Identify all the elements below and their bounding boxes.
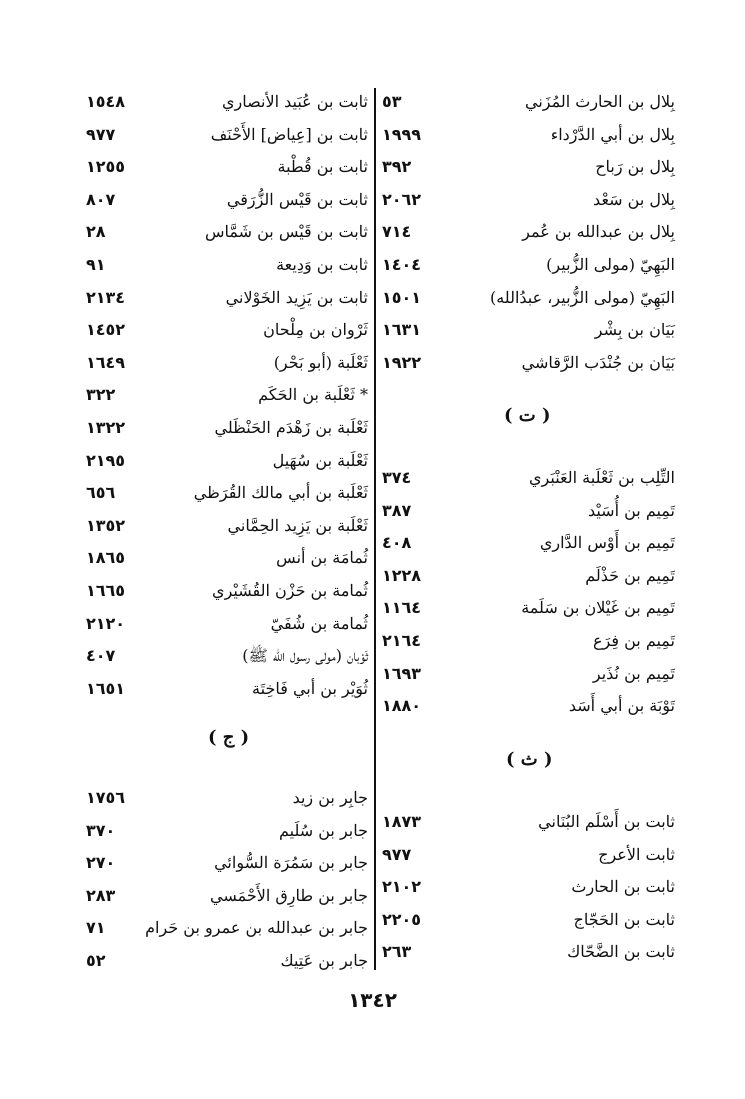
entry-number: ١٨٧٣ [382,812,422,831]
entry-name: ثُمامة بن حَزْن القُشَيْري [212,580,368,600]
index-entry [86,479,368,512]
entry-number: ٩٧٧ [382,844,412,864]
entry-name: ثَعْلَبة (أبو بَحْر) [273,352,368,372]
entry-name: البَهِيّ (مولى الزُّبير، عبدُالله) [489,287,675,307]
page-number: ١٣٤٢ [348,988,397,1012]
left-column [86,88,368,707]
entry-name: ثابت بن الحَجّاج [573,909,675,929]
index-entry [86,251,368,284]
index-entry [86,610,368,643]
entry-number: ١٦٤٩ [86,352,126,372]
entry-name: ثَعْلَبة بن أبي مالك القُرَظي [193,483,368,503]
index-entry [380,88,675,121]
entry-number: ٦٥٦ [86,483,116,503]
index-entry [86,642,368,675]
entry-number: ١٤٥٢ [86,320,126,340]
entry-number: ٥٣ [382,92,402,111]
index-entry [380,841,675,874]
index-entry [86,186,368,219]
entry-name: ثابت بن قَيْس بن شَمَّاس [204,222,368,242]
entry-name: تَمِيم بن غَيْلان بن سَلَمة [521,598,675,618]
index-entry [380,594,675,627]
index-entry [86,544,368,577]
group-b [380,88,675,381]
entry-name: ثابت بن أَسْلَم البُنَاني [538,812,675,831]
entry-number: ٩١ [86,254,106,274]
index-entry [86,849,368,882]
entry-number: ٧١٤ [382,222,412,242]
entry-number: ٢٧٠ [86,853,116,873]
entry-number: ٢٠٦٢ [382,189,422,209]
entry-number: ٤٠٨ [382,533,412,553]
entry-number: ٣٨٧ [382,500,412,520]
entry-name: البَهِيّ (مولى الزُّبير) [546,254,675,274]
entry-name: جابِر بن زيد [292,788,368,807]
entry-number: ٣٢٢ [86,385,116,405]
entry-number: ٢٢٠٥ [382,909,422,929]
right-column-th [380,808,675,971]
index-entry [380,251,675,284]
entry-name: تَوْبَة بن أبي أَسَد [568,696,675,716]
entry-number: ٢١٣٤ [86,287,126,307]
entry-number: ٧١ [86,918,106,938]
entry-number: ١٦٥١ [86,678,126,698]
entry-name: جابر بن عبدالله بن عمرو بن حَرام [145,918,368,938]
entry-number: ٣٩٢ [382,157,412,177]
entry-number: ٢٦٣ [382,942,412,962]
group-t [380,464,675,725]
entry-number: ١٨٦٥ [86,548,126,568]
index-entry [86,349,368,382]
entry-number: ١٩٩٩ [382,124,422,144]
entry-number: ٣٧٤ [382,468,412,487]
left-column-j [86,784,368,980]
entry-number: ١٨٨٠ [382,696,422,716]
entry-number: ٢٨٣ [86,885,116,905]
entry-number: ١٥٠١ [382,287,422,307]
entry-name: * ثَعْلَبة بن الحَكَم [258,385,368,405]
entry-name: تَمِيم بن حَذْلَم [585,565,675,585]
entry-name: ثابت بن يَزِيد الخَوْلاني [225,287,368,307]
entry-name: ثابت بن قُطْبة [277,157,368,177]
index-entry [380,873,675,906]
right-column [380,88,675,381]
entry-name: بِلال بن رَباح [595,157,675,177]
index-entry [86,414,368,447]
index-entry [380,906,675,939]
entry-name: تَمِيم بن فِرَع [592,630,675,650]
entry-number: ١٦٩٣ [382,663,422,683]
entry-name: جابر بن سُلَيم [278,820,368,840]
index-entry [86,121,368,154]
entry-number: ١٩٢٢ [382,352,422,372]
entry-number: ١٢٢٨ [382,565,422,585]
index-entry [380,692,675,725]
entry-name: ثابت بن الضَّحّاك [567,942,675,962]
index-entry [86,675,368,708]
entry-number: ١١٦٤ [382,598,422,618]
index-entry [86,284,368,317]
entry-number: ١٦٣١ [382,320,422,340]
index-entry [86,914,368,947]
entry-name: ثَعْلَبة بن سُهَيل [272,450,368,470]
entry-number: ١٥٤٨ [86,92,126,111]
section-heading-jim: ( ج ) [208,727,250,748]
index-entry [86,577,368,610]
entry-number: ٨٠٧ [86,189,116,209]
group-th-left [86,88,368,707]
right-column-t [380,464,675,725]
index-entry [380,497,675,530]
index-entry [86,882,368,915]
entry-name: تَمِيم بن أَوْس الدَّاري [539,533,675,553]
entry-name: ثابت بن عُبَيد الأنصاري [221,92,368,111]
section-heading-ta: ( ت ) [504,405,551,426]
entry-name: ثابت بن وَدِيعة [276,254,368,274]
entry-name: ثَوْبان (مولى رسول الله ﷺ) [242,646,368,666]
index-entry [380,808,675,841]
entry-name: تَمِيم بن نُذَير [592,663,675,683]
entry-name: بِلال بن الحارث المُزَني [524,92,675,111]
column-divider [374,88,376,970]
entry-name: بِلال بن عبدالله بن عُمر [522,222,675,242]
index-entry [380,284,675,317]
index-entry [380,186,675,219]
index-entry [86,447,368,480]
entry-number: ٢٨ [86,222,106,242]
entry-number: ٢١٦٤ [382,630,422,650]
section-heading-tha: ( ث ) [506,749,553,770]
entry-name: ثَرْوان بن مِلْحان [263,320,368,340]
entry-name: ثابت بن [عِياض] الأَحْنَف [210,124,368,144]
entry-name: ثُمامة بن شُفَيّ [270,613,368,633]
entry-name: ثابت الأعرج [598,844,675,864]
entry-name: جابر بن سَمُرَة السُّوائي [214,853,368,873]
index-entry [86,784,368,817]
entry-name: ثابت بن قَيْس الزُّرَقي [226,189,368,209]
entry-number: ١٢٥٥ [86,157,126,177]
index-entry [380,121,675,154]
index-entry [86,316,368,349]
entry-name: ثابت بن الحارث [571,877,675,897]
index-entry [380,349,675,382]
index-entry [380,938,675,971]
index-entry [86,153,368,186]
entry-name: بِلال بن سَعْد [593,189,675,209]
entry-number: ١٧٥٦ [86,788,126,807]
index-entry [86,218,368,251]
index-entry [86,947,368,980]
index-entry [380,218,675,251]
index-entry [86,381,368,414]
index-entry [86,88,368,121]
entry-number: ٢١٩٥ [86,450,126,470]
entry-number: ٢١٠٢ [382,877,422,897]
index-entry [86,512,368,545]
entry-name: بِلال بن أبي الدَّرْداء [550,124,675,144]
entry-name: ثَعْلَبة بن زَهْدَم الحَنْظَلي [214,417,368,437]
entry-number: ١٣٥٢ [86,515,126,535]
index-entry [380,627,675,660]
entry-name: بَيَان بن جُنْدَب الرَّقاشي [521,352,675,372]
entry-name: جابر بن عَتِيك [280,950,368,970]
entry-number: ١٣٢٢ [86,417,126,437]
entry-name: تَمِيم بن أُسَيْد [587,500,675,520]
entry-number: ١٦٦٥ [86,580,126,600]
index-entry [380,562,675,595]
index-entry [380,316,675,349]
index-entry [86,817,368,850]
entry-name: بَيَان بن بِشْر [594,320,675,340]
index-entry [380,153,675,186]
index-entry [380,529,675,562]
entry-number: ٩٧٧ [86,124,116,144]
entry-number: ٢١٢٠ [86,613,126,633]
entry-name: جابر بن طارِق الأَحْمَسي [209,885,368,905]
entry-name: ثُوَيْر بن أبي فَاخِتَة [252,678,368,698]
entry-name: ثَعْلَبة بن يَزِيد الحِمَّاني [227,515,368,535]
index-entry [380,660,675,693]
group-th [380,808,675,971]
entry-number: ١٤٠٤ [382,254,422,274]
entry-name: ثُمامَة بن أنس [276,548,368,568]
entry-number: ٣٧٠ [86,820,116,840]
entry-name: التِّلِب بن ثَعْلَبة العَنْبَري [529,468,675,487]
entry-number: ٤٠٧ [86,646,116,666]
index-entry [380,464,675,497]
group-j [86,784,368,980]
entry-number: ٥٢ [86,950,106,970]
